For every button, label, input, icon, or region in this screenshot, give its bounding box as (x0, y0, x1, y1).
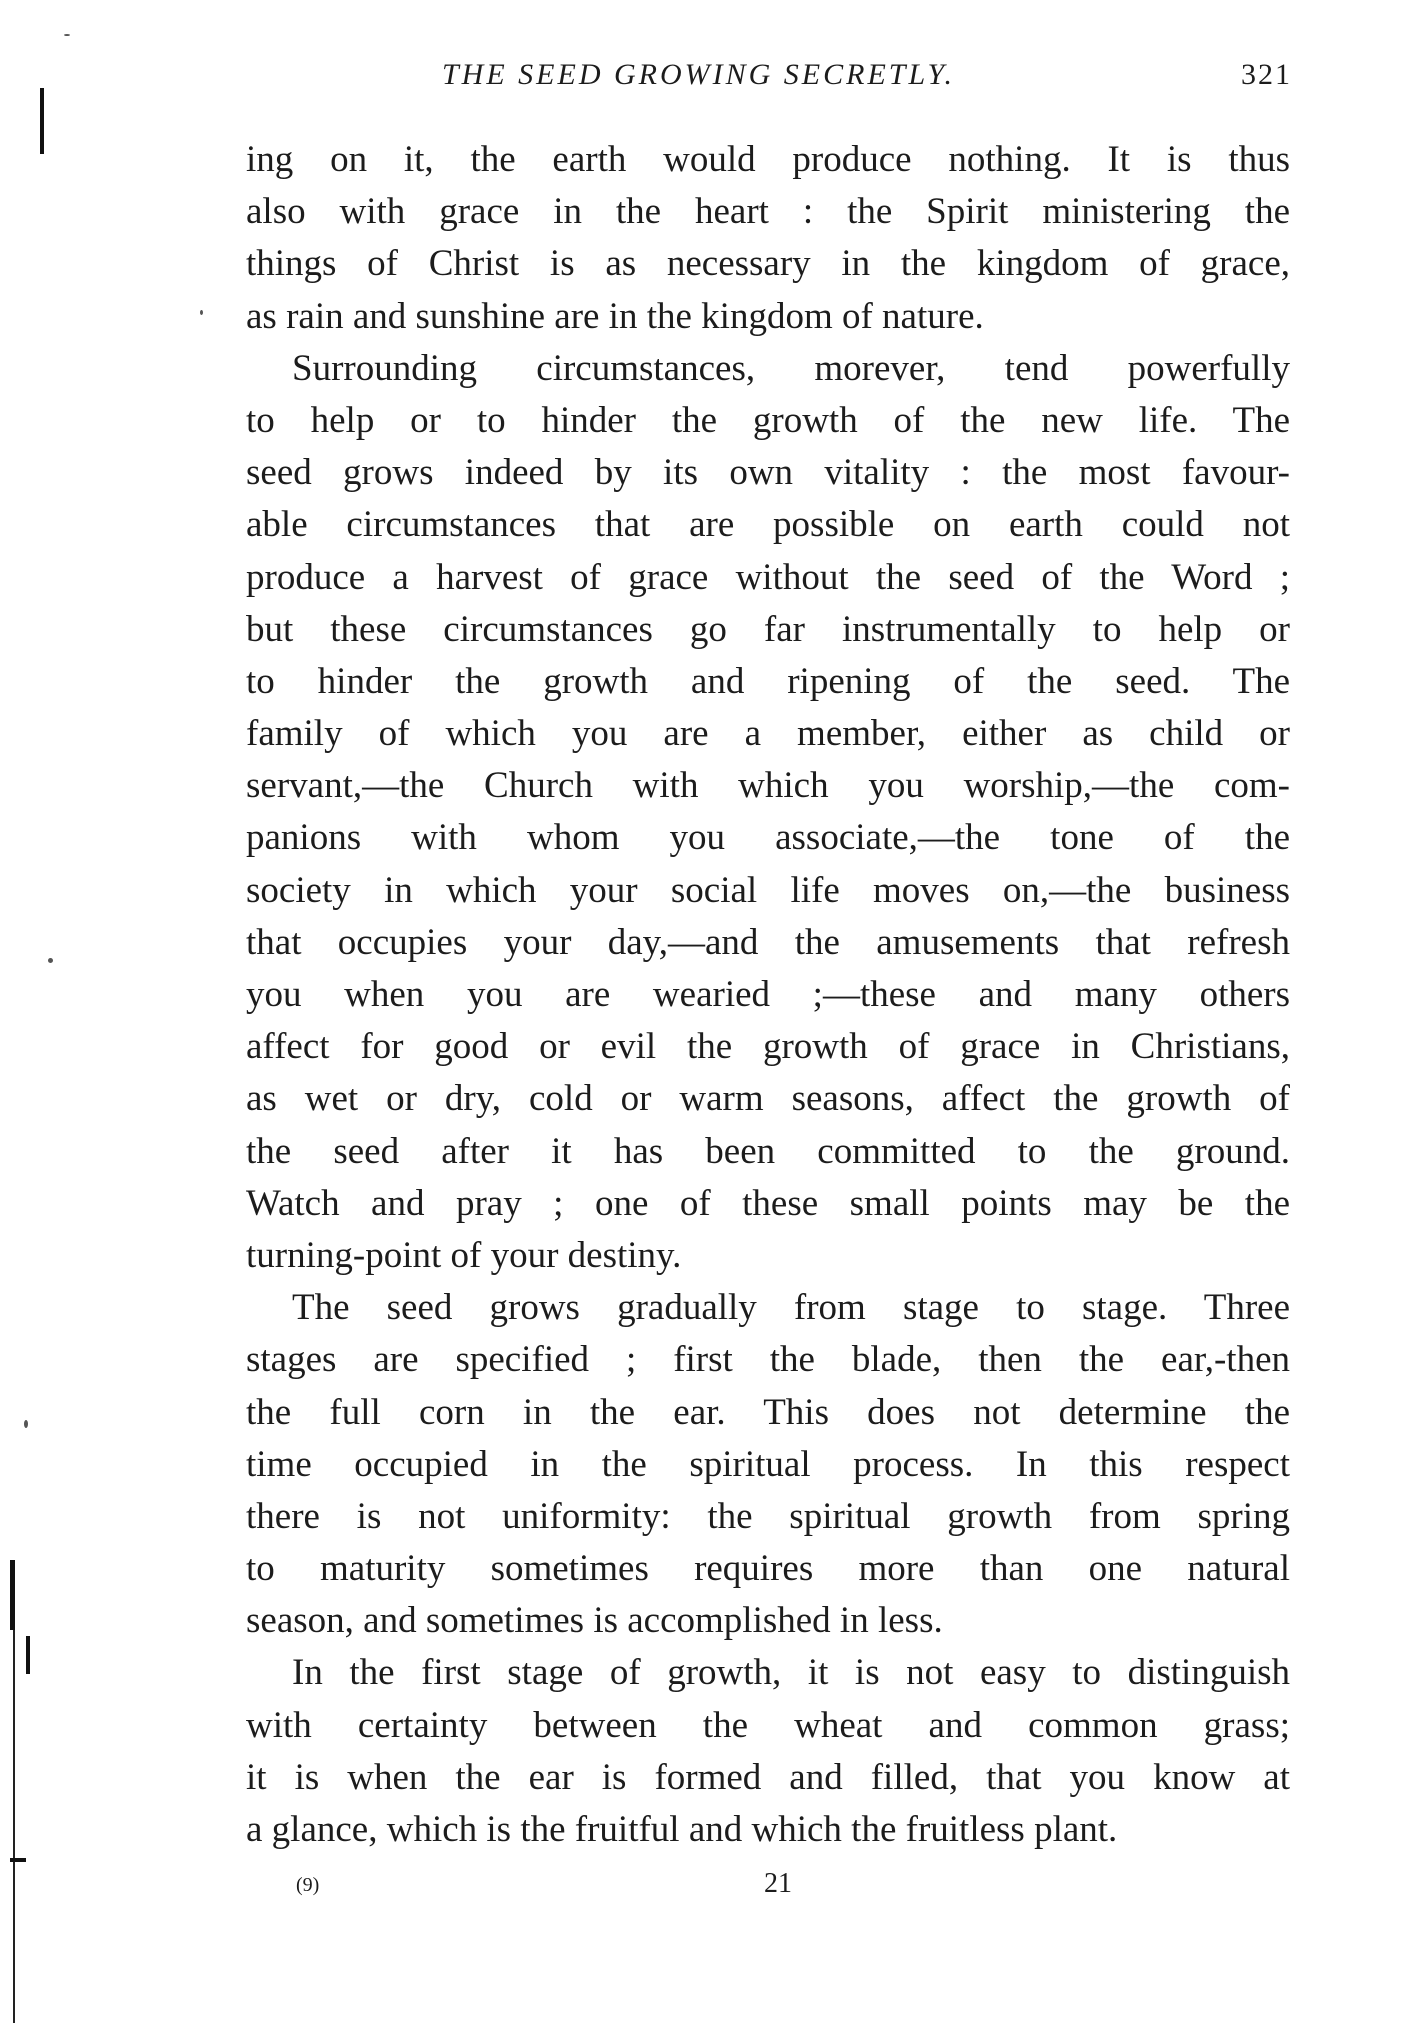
text-line: that occupies your day,—and the amusements that refresh (246, 921, 1290, 963)
text-line: season, and sometimes is accomplished in less. (246, 1600, 943, 1642)
text-line: there is not uniformity: the spiritual growth from spring (246, 1495, 1290, 1537)
text-line: time occupied in the spiritual process. In this respect (246, 1443, 1290, 1485)
text-line: panions with whom you associate,—the tone of the (246, 817, 1290, 859)
text-line: to help or to hinder the growth of the new life. The (246, 399, 1290, 441)
page-number: 321 (1241, 58, 1292, 91)
scan-edge-mark (10, 1858, 26, 1862)
text-line: Surrounding circumstances, morever, tend powerfully (292, 347, 1290, 389)
scan-edge-mark (40, 88, 44, 154)
scan-speck (200, 310, 203, 315)
text-line: you when you are wearied ;—these and many others (246, 974, 1290, 1015)
scan-speck (48, 958, 53, 963)
text-line: ing on it, the earth would produce nothing. It is thus (246, 139, 1290, 180)
scan-edge-mark (10, 1560, 15, 1630)
text-line: turning-point of your destiny. (246, 1234, 682, 1276)
running-title: THE SEED GROWING SECRETLY. (442, 58, 955, 91)
text-line: seed grows indeed by its own vitality : the most favour- (246, 452, 1290, 494)
text-line: also with grace in the heart : the Spirit ministering the (246, 191, 1290, 233)
text-line: but these circumstances go far instrumentally to help or (246, 608, 1290, 650)
text-line: to maturity sometimes requires more than one natural (246, 1548, 1290, 1590)
running-head (246, 58, 1306, 102)
text-line: as rain and sunshine are in the kingdom of nature. (246, 295, 984, 337)
scan-speck (24, 1420, 28, 1428)
text-line: Watch and pray ; one of these small points may be the (246, 1182, 1290, 1224)
text-line: as wet or dry, cold or warm seasons, affect the growth of (246, 1078, 1290, 1120)
body-text (246, 134, 1290, 1856)
text-line: able circumstances that are possible on earth could not (246, 504, 1290, 546)
sheet-number: 21 (764, 1868, 792, 1899)
text-line: it is when the ear is formed and filled, that you know at (246, 1756, 1290, 1798)
text-line: with certainty between the wheat and common grass; (246, 1704, 1290, 1746)
text-line: things of Christ is as necessary in the kingdom of grace, (246, 243, 1290, 285)
text-line: the seed after it has been committed to the ground. (246, 1130, 1290, 1172)
text-line: family of which you are a member, either as child or (246, 713, 1290, 755)
text-line: society in which your social life moves on,—the business (246, 869, 1290, 911)
text-line: In the first stage of growth, it is not easy to distinguish (292, 1652, 1290, 1694)
text-line: affect for good or evil the growth of grace in Christians, (246, 1026, 1290, 1068)
text-line: to hinder the growth and ripening of the seed. The (246, 660, 1290, 702)
scan-speck (64, 34, 70, 36)
text-line: the full corn in the ear. This does not determine the (246, 1391, 1290, 1433)
text-line: produce a harvest of grace without the seed of the Word ; (246, 556, 1290, 598)
scan-edge-mark (26, 1636, 30, 1674)
text-line: The seed grows gradually from stage to stage. Three (292, 1287, 1290, 1329)
text-line: stages are specified ; first the blade, then the ear,-then (246, 1339, 1290, 1381)
text-line: servant,—the Church with which you worship,—the com- (246, 765, 1290, 807)
text-line: a glance, which is the fruitful and which the fruitless plant. (246, 1809, 1118, 1850)
signature-mark: (9) (296, 1874, 320, 1896)
